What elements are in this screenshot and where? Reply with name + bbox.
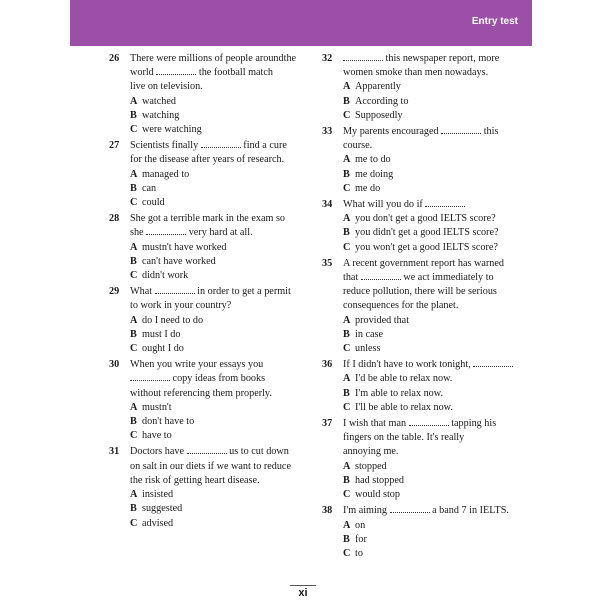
option-letter: B bbox=[343, 168, 350, 180]
stem-text: women smoke than men nowadays. bbox=[343, 67, 489, 79]
stem-text: live on television. bbox=[130, 81, 203, 93]
option-text: unless bbox=[355, 343, 381, 355]
answer-blank bbox=[343, 52, 383, 61]
answer-blank bbox=[361, 271, 401, 280]
question-number: 35 bbox=[322, 257, 333, 269]
question-number: 33 bbox=[322, 126, 333, 138]
stem-text: reduce pollution, there will be serious bbox=[343, 286, 497, 298]
question-stem bbox=[130, 285, 310, 313]
section-title: Entry test bbox=[471, 16, 518, 27]
answer-option-a[interactable] bbox=[343, 314, 538, 328]
answer-option-c[interactable] bbox=[343, 401, 538, 415]
question-number: 30 bbox=[109, 359, 120, 371]
answer-blank bbox=[130, 372, 170, 381]
stem-text: If I didn't have to work tonight, bbox=[343, 359, 474, 371]
page-header-band bbox=[70, 0, 532, 46]
answer-option-a[interactable] bbox=[343, 212, 538, 226]
left-question-column bbox=[110, 52, 310, 533]
answer-option-b[interactable] bbox=[130, 255, 310, 269]
answer-option-a[interactable] bbox=[343, 460, 538, 474]
stem-text: fingers on the table. It's really bbox=[343, 432, 465, 444]
answer-blank bbox=[201, 139, 241, 148]
answer-option-a[interactable] bbox=[130, 314, 310, 328]
option-text: don't have to bbox=[142, 416, 195, 428]
option-text: managed to bbox=[142, 168, 190, 180]
answer-option-c[interactable] bbox=[343, 241, 538, 255]
option-text: in case bbox=[355, 328, 384, 340]
option-letter: A bbox=[343, 460, 351, 472]
option-text: provided that bbox=[355, 314, 410, 326]
answer-option-a[interactable] bbox=[130, 168, 310, 182]
option-letter: B bbox=[343, 328, 350, 340]
answer-option-a[interactable] bbox=[130, 95, 310, 109]
option-letter: B bbox=[130, 255, 137, 267]
option-text: could bbox=[142, 197, 165, 209]
option-letter: B bbox=[343, 227, 350, 239]
option-text: must I do bbox=[142, 328, 181, 340]
option-text: mustn't bbox=[142, 401, 172, 413]
stem-text: the risk of getting heart disease. bbox=[130, 474, 260, 486]
option-letter: A bbox=[343, 314, 351, 326]
stem-text: without referencing them properly. bbox=[130, 387, 272, 399]
answer-option-b[interactable] bbox=[130, 182, 310, 196]
question-stem bbox=[343, 125, 538, 153]
question-29 bbox=[110, 285, 310, 356]
question-28 bbox=[110, 212, 310, 283]
answer-blank bbox=[390, 504, 430, 513]
option-text: mustn't have worked bbox=[142, 241, 227, 253]
stem-text: this bbox=[481, 126, 499, 138]
answer-blank bbox=[146, 226, 186, 235]
option-letter: A bbox=[130, 401, 138, 413]
option-letter: B bbox=[343, 474, 350, 486]
option-letter: B bbox=[343, 533, 350, 545]
option-letter: C bbox=[343, 489, 351, 501]
stem-text: I'm aiming bbox=[343, 505, 390, 517]
option-text: I'm able to relax now. bbox=[355, 387, 444, 399]
stem-text: A recent government report has warned bbox=[343, 257, 504, 269]
answer-blank bbox=[187, 445, 227, 454]
stem-text: that bbox=[343, 272, 361, 284]
question-stem bbox=[130, 212, 310, 240]
answer-option-b[interactable] bbox=[343, 387, 538, 401]
question-27 bbox=[110, 139, 310, 210]
option-text: you didn't get a good IELTS score? bbox=[355, 227, 499, 239]
option-text: suggested bbox=[142, 503, 183, 515]
question-stem bbox=[343, 198, 538, 212]
option-text: can bbox=[142, 182, 157, 194]
option-letter: C bbox=[343, 547, 351, 559]
option-text: I'll be able to relax now. bbox=[355, 401, 453, 413]
stem-text: I wish that man bbox=[343, 418, 409, 430]
stem-text: us to cut down bbox=[226, 446, 289, 458]
stem-text: Scientists finally bbox=[130, 140, 201, 152]
answer-option-b[interactable] bbox=[343, 474, 538, 488]
answer-option-c[interactable] bbox=[343, 342, 538, 356]
question-number: 31 bbox=[109, 446, 120, 458]
option-text: had stopped bbox=[355, 474, 404, 486]
option-letter: C bbox=[343, 401, 351, 413]
stem-text: she bbox=[130, 227, 147, 239]
option-letter: A bbox=[343, 81, 351, 93]
stem-text: Doctors have bbox=[130, 446, 187, 458]
option-letter: C bbox=[343, 343, 351, 355]
question-number: 34 bbox=[322, 199, 333, 211]
stem-text: this newspaper report, more bbox=[383, 53, 500, 64]
option-letter: B bbox=[130, 109, 137, 121]
option-letter: A bbox=[130, 489, 138, 501]
question-stem bbox=[343, 504, 538, 518]
option-text: have to bbox=[142, 430, 172, 442]
stem-text: My parents encouraged bbox=[343, 126, 442, 138]
answer-option-c[interactable] bbox=[130, 123, 310, 137]
option-letter: B bbox=[130, 182, 137, 194]
option-letter: C bbox=[130, 343, 138, 355]
stem-text: the world bbox=[130, 53, 297, 79]
option-letter: C bbox=[343, 241, 351, 253]
answer-option-b[interactable] bbox=[130, 502, 310, 516]
option-text: you won't get a good IELTS score? bbox=[355, 241, 498, 253]
answer-option-c[interactable] bbox=[130, 196, 310, 210]
answer-blank bbox=[409, 417, 449, 426]
option-letter: A bbox=[130, 168, 138, 180]
question-37 bbox=[323, 417, 538, 502]
stem-text: consequences for the planet. bbox=[343, 300, 459, 312]
option-text: watching bbox=[142, 109, 180, 121]
answer-option-b[interactable] bbox=[343, 328, 538, 342]
answer-option-a[interactable] bbox=[130, 241, 310, 255]
question-number: 28 bbox=[109, 213, 120, 225]
answer-option-b[interactable] bbox=[343, 168, 538, 182]
question-stem bbox=[343, 52, 538, 80]
answer-option-c[interactable] bbox=[343, 182, 538, 196]
page-number: xi bbox=[290, 585, 316, 599]
answer-option-c[interactable] bbox=[343, 109, 538, 123]
question-stem bbox=[343, 358, 538, 372]
question-30 bbox=[110, 358, 310, 443]
answer-blank bbox=[425, 198, 465, 207]
question-number: 27 bbox=[109, 140, 120, 152]
question-35 bbox=[323, 257, 538, 356]
question-32 bbox=[323, 52, 538, 123]
option-letter: B bbox=[130, 416, 137, 428]
question-number: 26 bbox=[109, 53, 120, 64]
option-letter: B bbox=[130, 503, 137, 515]
option-letter: C bbox=[130, 430, 138, 442]
stem-text: When you write your essays you bbox=[130, 359, 264, 371]
stem-text: the football match bbox=[196, 67, 273, 79]
stem-text: What bbox=[130, 286, 155, 298]
answer-blank bbox=[155, 285, 195, 294]
answer-option-c[interactable] bbox=[130, 269, 310, 283]
option-text: Apparently bbox=[355, 81, 401, 93]
option-letter: A bbox=[343, 373, 351, 385]
option-text: on bbox=[355, 519, 366, 531]
stem-text: find a cure bbox=[240, 140, 287, 152]
option-text: can't have worked bbox=[142, 255, 216, 267]
option-letter: C bbox=[130, 270, 138, 282]
option-text: me doing bbox=[355, 168, 394, 180]
option-letter: A bbox=[343, 154, 351, 166]
answer-option-b[interactable] bbox=[130, 109, 310, 123]
stem-text: a band 7 in IELTS. bbox=[429, 505, 509, 517]
option-letter: B bbox=[343, 95, 350, 107]
option-letter: C bbox=[130, 517, 138, 529]
answer-option-c[interactable] bbox=[130, 429, 310, 443]
answer-option-a[interactable] bbox=[130, 401, 310, 415]
question-38 bbox=[323, 504, 538, 561]
question-stem bbox=[130, 52, 310, 95]
answer-option-a[interactable] bbox=[343, 80, 538, 94]
answer-option-a[interactable] bbox=[343, 519, 538, 533]
option-letter: A bbox=[343, 519, 351, 531]
option-text: I'd be able to relax now. bbox=[355, 373, 453, 385]
option-text: me do bbox=[355, 182, 381, 194]
answer-option-a[interactable] bbox=[130, 488, 310, 502]
answer-option-c[interactable] bbox=[130, 517, 310, 531]
option-text: for bbox=[355, 533, 367, 545]
option-text: would stop bbox=[355, 489, 400, 501]
stem-text: course. bbox=[343, 140, 373, 152]
option-text: didn't work bbox=[142, 270, 189, 282]
question-34 bbox=[323, 198, 538, 255]
option-letter: A bbox=[343, 213, 351, 225]
option-letter: B bbox=[343, 387, 350, 399]
option-text: ought I do bbox=[142, 343, 184, 355]
answer-blank bbox=[441, 125, 481, 134]
question-number: 37 bbox=[322, 418, 333, 430]
option-text: According to bbox=[355, 95, 409, 107]
answer-option-b[interactable] bbox=[130, 415, 310, 429]
question-stem bbox=[130, 139, 310, 167]
option-text: Supposedly bbox=[355, 109, 403, 121]
option-text: you don't get a good IELTS score? bbox=[355, 213, 496, 225]
stem-text: to work in your country? bbox=[130, 300, 232, 312]
question-number: 36 bbox=[322, 359, 333, 371]
question-26 bbox=[110, 52, 310, 137]
option-letter: B bbox=[130, 328, 137, 340]
question-36 bbox=[323, 358, 538, 415]
answer-option-c[interactable] bbox=[130, 342, 310, 356]
question-stem bbox=[130, 445, 310, 488]
stem-text: What will you do if bbox=[343, 199, 426, 211]
option-letter: C bbox=[130, 124, 138, 136]
option-text: do I need to do bbox=[142, 314, 204, 326]
option-text: advised bbox=[142, 517, 174, 529]
right-question-column bbox=[323, 52, 538, 563]
answer-blank bbox=[473, 358, 513, 367]
answer-option-b[interactable] bbox=[343, 226, 538, 240]
question-number: 38 bbox=[322, 505, 333, 517]
stem-text: on salt in our diets if we want to reduce bbox=[130, 460, 291, 472]
answer-option-b[interactable] bbox=[343, 533, 538, 547]
stem-text: very hard at all. bbox=[186, 227, 253, 239]
stem-text: She got a terrible mark in the exam so bbox=[130, 213, 286, 225]
option-letter: C bbox=[130, 197, 138, 209]
stem-text: in order to get a permit bbox=[194, 286, 291, 298]
answer-option-c[interactable] bbox=[343, 488, 538, 502]
option-letter: C bbox=[343, 182, 351, 194]
option-text: stopped bbox=[355, 460, 387, 472]
answer-option-b[interactable] bbox=[130, 328, 310, 342]
option-letter: A bbox=[130, 241, 138, 253]
answer-option-a[interactable] bbox=[343, 372, 538, 386]
option-letter: A bbox=[130, 314, 138, 326]
question-stem bbox=[130, 358, 310, 401]
stem-text: for the disease after years of research. bbox=[130, 154, 285, 166]
option-text: me to do bbox=[355, 154, 391, 166]
question-31 bbox=[110, 445, 310, 530]
stem-text: tapping his bbox=[448, 418, 497, 430]
option-letter: C bbox=[343, 109, 351, 121]
answer-option-c[interactable] bbox=[343, 547, 538, 561]
option-text: insisted bbox=[142, 489, 174, 501]
stem-text: There were millions of people around bbox=[130, 53, 284, 64]
question-33 bbox=[323, 125, 538, 196]
answer-blank bbox=[156, 66, 196, 75]
option-text: were watching bbox=[142, 124, 202, 136]
question-number: 32 bbox=[322, 53, 333, 64]
option-letter: A bbox=[130, 95, 138, 107]
stem-text: copy ideas from books bbox=[170, 373, 266, 385]
option-text: to bbox=[355, 547, 363, 559]
question-stem bbox=[343, 257, 538, 314]
answer-option-b[interactable] bbox=[343, 95, 538, 109]
question-stem bbox=[343, 417, 538, 460]
stem-text: we act immediately to bbox=[400, 272, 494, 284]
question-number: 29 bbox=[109, 286, 120, 298]
answer-option-a[interactable] bbox=[343, 153, 538, 167]
stem-text: annoying me. bbox=[343, 446, 399, 458]
option-text: watched bbox=[142, 95, 176, 107]
